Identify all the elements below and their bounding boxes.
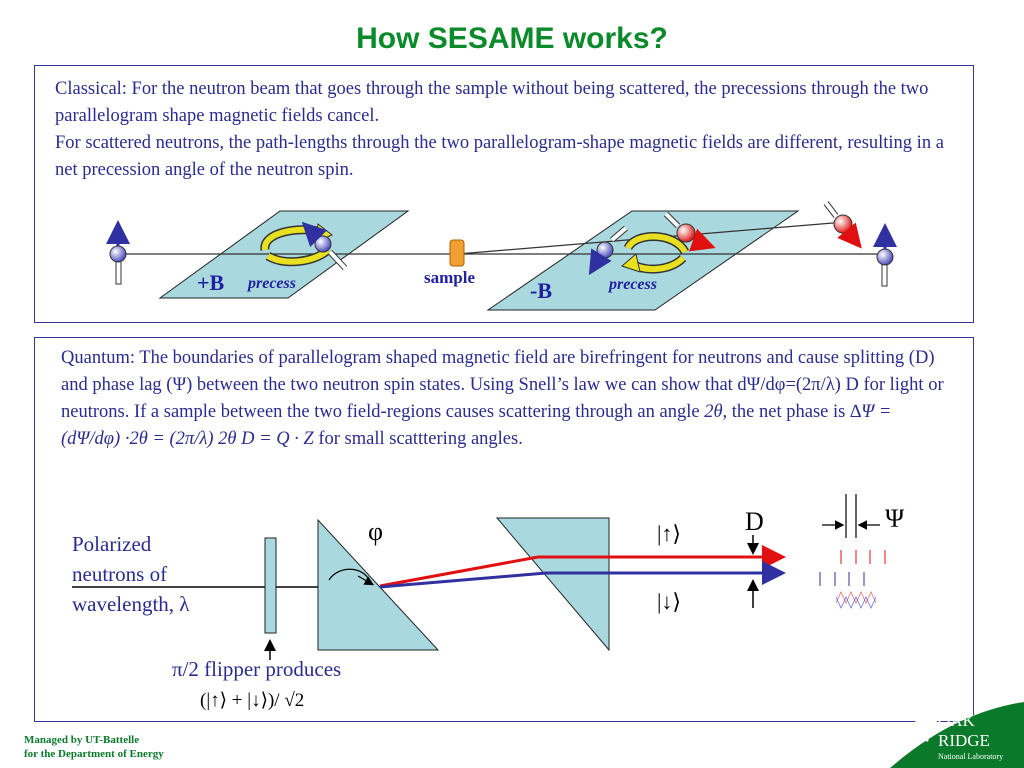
spin-down-ket: |↓⟩ <box>657 589 681 614</box>
neutron-spin-up-left <box>110 226 126 284</box>
quantum-diagram <box>72 494 905 711</box>
sample-block <box>450 240 464 266</box>
quantum-text-a: Quantum: The boundaries of parallelogram shaped magnetic field are birefringent for neutrons and cause splitting (D) and phase lag (Ψ) between the two neutron spin states. Using Snell’s law we can show that dΨ/dφ=(2π/λ) D for light or neutrons. If a sample between the two field-regions causes scattering through an angle <box>61 348 944 422</box>
classical-line1: Classical: For the neutron beam that goes through the sample without being scattered, the precessions through the two parallelogram shape magnetic fields cancel. <box>55 79 929 126</box>
precess-label-right: precess <box>609 276 657 293</box>
footer-line1: Managed by UT-Battelle <box>24 734 140 746</box>
slide-title: How SESAME works? <box>356 22 668 55</box>
classical-line2: For scattered neutrons, the path-lengths through the two parallelogram-shape magnetic fields are different, resulting in a net precession angle of the neutron spin. <box>55 133 944 180</box>
footer <box>24 733 164 761</box>
logo-oak: OAK <box>938 711 975 730</box>
flipper-label: π/2 flipper produces <box>172 657 342 681</box>
logo-lab: National Laboratory <box>938 752 1004 761</box>
quantum-formula: ∆Ψ = (dΨ/dφ) ·2θ = (2π/λ) 2θ D = Q · Z <box>61 402 892 449</box>
quantum-text-d: for small scatttering angles. <box>313 429 523 449</box>
neutron-spin-up-right <box>877 229 893 286</box>
polarized-label-1: Polarized <box>72 532 152 556</box>
spin-up-ket: |↑⟩ <box>657 521 681 546</box>
polarized-label-3: wavelength, λ <box>72 592 190 616</box>
d-label: D <box>745 507 764 536</box>
prism-right <box>497 518 609 650</box>
footer-line2: for the Department of Energy <box>24 748 164 760</box>
precess-label-left: precess <box>248 275 296 292</box>
logo-ridge: RIDGE <box>938 731 990 750</box>
minus-b-label: -B <box>530 278 552 303</box>
psi-label: Ψ <box>885 504 905 533</box>
ornl-logo <box>890 702 1024 768</box>
quantum-text-c: , the net phase is <box>722 402 850 422</box>
quantum-angle: 2θ <box>704 402 723 422</box>
flipper-plate <box>265 538 276 633</box>
polarized-label-2: neutrons of <box>72 562 168 586</box>
plus-b-label: +B <box>197 270 225 295</box>
spin-up-wave-marks <box>841 550 885 564</box>
phi-label: φ <box>368 517 384 546</box>
spin-down-wave-marks <box>820 572 864 586</box>
superposition-formula: (|↑⟩ + |↓⟩)/ √2 <box>200 690 305 711</box>
classical-diagram <box>110 203 893 310</box>
sample-label: sample <box>424 268 475 287</box>
